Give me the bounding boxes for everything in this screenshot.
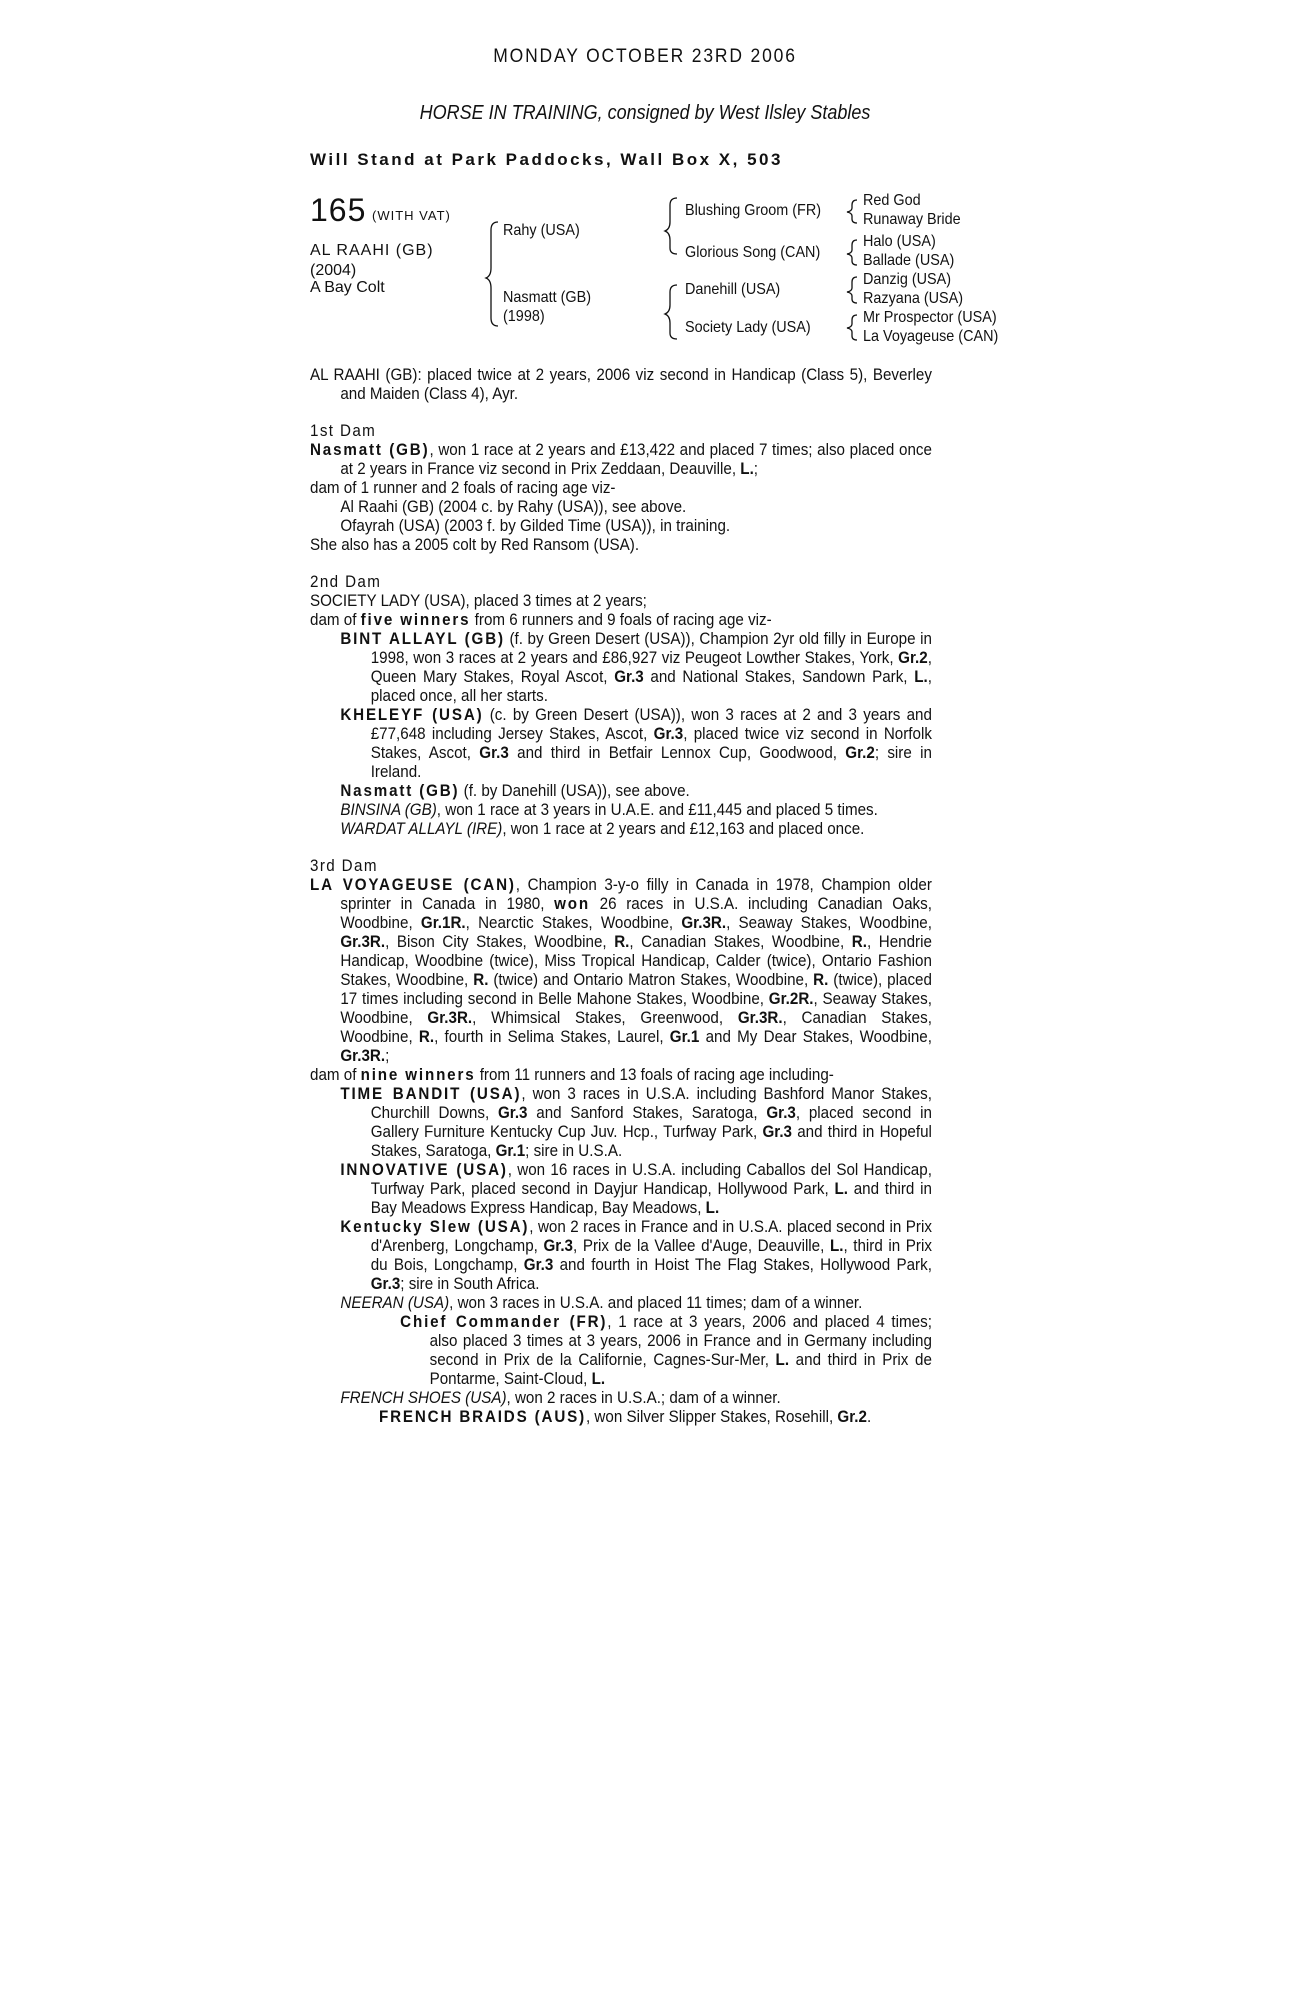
sire-sire: Blushing Groom (FR) bbox=[685, 202, 822, 219]
ancestor-8: La Voyageuse (CAN) bbox=[863, 328, 999, 345]
first-dam-name: Nasmatt (GB) bbox=[310, 441, 430, 459]
third-dam-produce: dam of nine winners from 11 runners and 13 foals of racing age including- bbox=[310, 1066, 834, 1084]
produce-entry: KHELEYF (USA) (c. by Green Desert (USA)), won 3 races at 2 and 3 years and £77,648 including Jersey Stakes, Ascot, Gr.3, placed twice viz second in Norfolk Stakes, Ascot, Gr.3 and third in Betfair Lennox Cup, Goodwood, Gr.2; sire in Ireland. bbox=[340, 706, 932, 781]
ancestor-4: Ballade (USA) bbox=[863, 252, 955, 269]
ancestor-3: Halo (USA) bbox=[863, 233, 936, 250]
produce-entry: BINT ALLAYL (GB) (f. by Green Desert (USA)), Champion 2yr old filly in Europe in 1998, won 3 races at 2 years and £86,927 viz Peugeot Lowther Stakes, York, Gr.2, Queen Mary Stakes, Royal Ascot, Gr.3 and National Stakes, Sandown Park, L., placed once, all her starts. bbox=[340, 630, 932, 705]
dam-year: (1998) bbox=[503, 308, 545, 325]
foal-entry: Al Raahi (GB) (2004 c. by Rahy (USA)), see above. bbox=[340, 498, 687, 516]
sire-dam: Glorious Song (CAN) bbox=[685, 244, 821, 261]
foal-entry: Ofayrah (USA) (2003 f. by Gilded Time (USA)), in training. bbox=[340, 517, 731, 535]
dam-sire: Danehill (USA) bbox=[685, 281, 781, 298]
sire-name: Rahy (USA) bbox=[503, 222, 580, 239]
sale-date: MONDAY OCTOBER 23RD 2006 bbox=[493, 46, 797, 67]
lot-number: 165 bbox=[310, 192, 367, 228]
first-dam-record: Nasmatt (GB), won 1 race at 2 years and £13,422 and placed 7 times; also placed once at 2 years in France viz second in Prix Zeddaan, Deauville, L.; bbox=[310, 441, 932, 478]
horse-description: A Bay Colt bbox=[310, 279, 385, 296]
second-dam-heading: 2nd Dam bbox=[310, 573, 382, 591]
produce-entry: FRENCH BRAIDS (AUS), won Silver Slipper Stakes, Rosehill, Gr.2. bbox=[379, 1408, 872, 1426]
second-dam-intro: SOCIETY LADY (USA), placed 3 times at 2 years; bbox=[310, 592, 647, 610]
produce-entry: NEERAN (USA), won 3 races in U.S.A. and placed 11 times; dam of a winner. bbox=[340, 1294, 863, 1312]
ancestor-2: Runaway Bride bbox=[863, 211, 961, 228]
first-dam-produce: dam of 1 runner and 2 foals of racing age viz- bbox=[310, 479, 616, 497]
produce-entry: FRENCH SHOES (USA), won 2 races in U.S.A.; dam of a winner. bbox=[340, 1389, 781, 1407]
pedigree-braces bbox=[0, 0, 1290, 360]
stand-location: Will Stand at Park Paddocks, Wall Box X, 503 bbox=[310, 150, 783, 169]
foaling-year: (2004) bbox=[310, 262, 357, 279]
produce-entry: TIME BANDIT (USA), won 3 races in U.S.A. including Bashford Manor Stakes, Churchill Downs, Gr.3 and Sanford Stakes, Saratoga, Gr.3, placed second in Gallery Furniture Kentucky Cup Juv. Hcp., Turfway Park, Gr.3 and third in Hopeful Stakes, Saratoga, Gr.1; sire in U.S.A. bbox=[340, 1085, 932, 1160]
produce-entry: Chief Commander (FR), 1 race at 3 years, 2006 and placed 4 times; also placed 3 times at 3 years, 2006 in France and in Germany including second in Prix de la Californie, Cagnes-Sur-Mer, L. and third in Prix de Pontarme, Saint-Cloud, L. bbox=[400, 1313, 932, 1388]
second-dam-produce: dam of five winners from 6 runners and 9 foals of racing age viz- bbox=[310, 611, 772, 629]
vat-note: (WITH VAT) bbox=[372, 208, 451, 223]
produce-entry: WARDAT ALLAYL (IRE), won 1 race at 2 years and £12,163 and placed once. bbox=[340, 820, 865, 838]
produce-entry: Kentucky Slew (USA), won 2 races in France and in U.S.A. placed second in Prix d'Arenberg, Longchamp, Gr.3, Prix de la Vallee d'Auge, Deauville, L., third in Prix du Bois, Longchamp, Gr.3 and fourth in Hoist The Flag Stakes, Hollywood Park, Gr.3; sire in South Africa. bbox=[340, 1218, 932, 1293]
third-dam-record: LA VOYAGEUSE (CAN), Champion 3-y-o filly in Canada in 1978, Champion older sprinter in Canada in 1980, won 26 races in U.S.A. including Canadian Oaks, Woodbine, Gr.1R., Nearctic Stakes, Woodbine, Gr.3R., Seaway Stakes, Woodbine, Gr.3R., Bison City Stakes, Woodbine, R., Canadian Stakes, Woodbine, R., Hendrie Handicap, Woodbine (twice), Miss Tropical Handicap, Calder (twice), Ontario Fashion Stakes, Woodbine, R. (twice) and Ontario Matron Stakes, Woodbine, R. (twice), placed 17 times including second in Belle Mahone Stakes, Woodbine, Gr.2R., Seaway Stakes, Woodbine, Gr.3R., Whimsical Stakes, Greenwood, Gr.3R., Canadian Stakes, Woodbine, R., fourth in Selima Stakes, Laurel, Gr.1 and My Dear Stakes, Woodbine, Gr.3R.; bbox=[310, 876, 932, 1065]
produce-entry: Nasmatt (GB) (f. by Danehill (USA)), see above. bbox=[340, 782, 690, 800]
ancestor-7: Mr Prospector (USA) bbox=[863, 309, 997, 326]
dam-dam: Society Lady (USA) bbox=[685, 319, 811, 336]
ancestor-6: Razyana (USA) bbox=[863, 290, 964, 307]
produce-entry: BINSINA (GB), won 1 race at 3 years in U.A.E. and £11,445 and placed 5 times. bbox=[340, 801, 878, 819]
horse-name: AL RAAHI (GB) bbox=[310, 242, 434, 259]
dam-name: Nasmatt (GB) bbox=[503, 289, 592, 306]
race-summary: AL RAAHI (GB): placed twice at 2 years, 2006 viz second in Handicap (Class 5), Beverley and Maiden (Class 4), Ayr. bbox=[310, 366, 932, 403]
first-dam-heading: 1st Dam bbox=[310, 422, 377, 440]
third-dam-heading: 3rd Dam bbox=[310, 857, 378, 875]
ancestor-1: Red God bbox=[863, 192, 921, 209]
first-dam-note: She also has a 2005 colt by Red Ransom (USA). bbox=[310, 536, 640, 554]
consignor-line: HORSE IN TRAINING, consigned by West Ilsley Stables bbox=[419, 102, 871, 124]
produce-entry: INNOVATIVE (USA), won 16 races in U.S.A. including Caballos del Sol Handicap, Turfway Park, placed second in Dayjur Handicap, Hollywood Park, L. and third in Bay Meadows Express Handicap, Bay Meadows, L. bbox=[340, 1161, 932, 1217]
produce-record bbox=[310, 366, 932, 1427]
ancestor-5: Danzig (USA) bbox=[863, 271, 952, 288]
